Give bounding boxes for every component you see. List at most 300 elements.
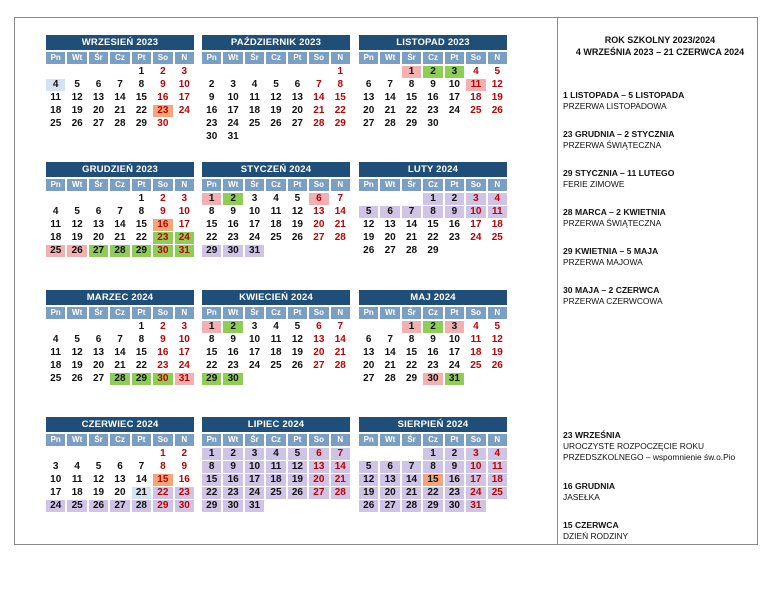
break-item xyxy=(563,285,757,307)
day-cell: 28 xyxy=(110,373,129,385)
weekday-header: Śr xyxy=(402,307,421,319)
day-cell: 5 xyxy=(74,206,80,217)
day-cell: 23 xyxy=(206,118,218,129)
break-label: FERIE ZIMOWE xyxy=(563,179,625,189)
weekday-header: Pt xyxy=(288,179,307,191)
day-cell: 24 xyxy=(178,360,190,371)
day-cell: 3 xyxy=(251,321,258,332)
day-cell: 15 xyxy=(206,347,218,358)
month-title: MAJ 2024 xyxy=(359,290,507,305)
day-cell: 22 xyxy=(135,232,147,243)
break-item xyxy=(563,90,757,112)
day-cell: 28 xyxy=(331,487,350,499)
day-cell: 2 xyxy=(223,448,242,460)
day-cell: 10 xyxy=(448,79,460,90)
day-cell: 17 xyxy=(466,474,485,486)
day-cell: 6 xyxy=(365,79,372,90)
weekday-header: So xyxy=(309,52,328,64)
day-cell: 11 xyxy=(270,334,282,345)
school-year-dates: 4 WRZEŚNIA 2023 – 21 CZERWCA 2024 xyxy=(575,47,745,57)
day-cell: 3 xyxy=(445,321,464,333)
day-cell: 25 xyxy=(67,500,86,512)
day-cell: 10 xyxy=(448,334,460,345)
day-cell: 13 xyxy=(313,206,325,217)
empty-day-cell xyxy=(380,66,399,78)
day-cell: 22 xyxy=(135,105,147,116)
day-cell: 29 xyxy=(202,500,221,512)
day-cell: 3 xyxy=(466,448,485,460)
day-cell: 2 xyxy=(160,321,166,332)
day-cell: 14 xyxy=(334,206,346,217)
day-grid xyxy=(46,321,194,385)
day-cell: 16 xyxy=(445,474,464,486)
day-cell: 12 xyxy=(491,334,503,345)
weekday-header-row xyxy=(359,434,507,446)
empty-day-cell xyxy=(67,448,86,460)
day-cell: 2 xyxy=(223,321,242,333)
day-cell: 20 xyxy=(309,474,328,486)
break-date: 30 MAJA – 2 CZERWCA xyxy=(563,285,660,295)
empty-day-cell xyxy=(67,193,86,205)
day-cell: 25 xyxy=(470,360,482,371)
day-cell: 8 xyxy=(160,461,166,472)
day-cell: 4 xyxy=(473,66,479,77)
day-cell: 17 xyxy=(448,347,460,358)
day-cell: 27 xyxy=(93,118,105,129)
day-cell: 25 xyxy=(249,118,261,129)
day-cell: 3 xyxy=(445,66,464,78)
day-cell: 16 xyxy=(448,219,460,230)
day-cell: 27 xyxy=(309,487,328,499)
weekday-header: Pn xyxy=(202,179,221,191)
day-cell: 1 xyxy=(337,66,344,77)
weekday-header: Pt xyxy=(445,52,464,64)
day-cell: 5 xyxy=(74,79,80,90)
day-cell: 5 xyxy=(494,321,501,332)
day-cell: 8 xyxy=(408,79,415,90)
weekday-header: Wt xyxy=(67,307,86,319)
day-cell: 6 xyxy=(309,448,328,460)
day-grid xyxy=(359,66,507,130)
day-cell: 9 xyxy=(160,206,166,217)
weekday-header-row xyxy=(202,179,350,191)
day-cell: 4 xyxy=(52,334,59,345)
empty-day-cell xyxy=(89,193,108,205)
day-cell: 1 xyxy=(423,193,442,205)
empty-day-cell xyxy=(110,448,129,460)
day-cell: 30 xyxy=(223,500,242,512)
empty-day-cell xyxy=(266,66,285,78)
day-cell: 18 xyxy=(50,232,62,243)
day-cell: 29 xyxy=(202,373,221,385)
day-cell: 17 xyxy=(448,92,460,103)
day-grid xyxy=(359,193,507,257)
day-cell: 30 xyxy=(423,373,442,385)
day-cell: 27 xyxy=(380,500,399,512)
empty-day-cell xyxy=(46,321,65,333)
weekday-header: Pn xyxy=(46,52,65,64)
day-cell: 2 xyxy=(160,66,166,77)
day-cell: 24 xyxy=(448,360,460,371)
day-cell: 14 xyxy=(334,334,346,345)
column-divider xyxy=(557,17,558,545)
empty-day-cell xyxy=(89,321,108,333)
day-cell: 26 xyxy=(363,245,375,256)
day-cell: 14 xyxy=(114,347,126,358)
day-cell: 21 xyxy=(402,487,421,499)
day-cell: 12 xyxy=(71,347,83,358)
day-cell: 25 xyxy=(50,118,62,129)
day-cell: 23 xyxy=(175,487,194,499)
day-cell: 17 xyxy=(245,474,264,486)
day-cell: 3 xyxy=(251,193,258,204)
day-cell: 28 xyxy=(110,245,129,257)
day-cell: 28 xyxy=(406,245,418,256)
day-cell: 4 xyxy=(266,448,285,460)
weekday-header: Śr xyxy=(402,434,421,446)
day-cell: 6 xyxy=(309,193,328,205)
weekday-header: So xyxy=(153,52,172,64)
day-cell: 19 xyxy=(363,232,375,243)
empty-day-cell xyxy=(110,66,129,78)
month-calendar xyxy=(359,162,507,257)
school-year-header xyxy=(563,34,757,58)
event-item xyxy=(563,481,757,503)
day-cell: 11 xyxy=(50,219,61,230)
day-cell: 22 xyxy=(406,360,418,371)
weekday-header: N xyxy=(488,179,507,191)
day-grid xyxy=(46,193,194,257)
day-cell: 21 xyxy=(114,232,126,243)
day-cell: 22 xyxy=(206,232,218,243)
day-cell: 13 xyxy=(291,92,303,103)
day-cell: 3 xyxy=(52,461,59,472)
day-cell: 14 xyxy=(384,347,396,358)
day-cell: 18 xyxy=(249,105,261,116)
day-cell: 21 xyxy=(406,232,418,243)
day-cell: 30 xyxy=(427,118,439,129)
day-cell: 6 xyxy=(117,461,123,472)
month-calendar xyxy=(359,290,507,385)
day-cell: 30 xyxy=(157,118,169,129)
day-cell: 20 xyxy=(313,347,325,358)
weekday-header: So xyxy=(466,434,485,446)
weekday-header: Cz xyxy=(266,52,285,64)
day-cell: 23 xyxy=(227,360,239,371)
month-calendar xyxy=(202,162,350,257)
day-cell: 11 xyxy=(50,347,61,358)
weekday-header: N xyxy=(175,179,194,191)
day-cell: 16 xyxy=(223,474,242,486)
day-cell: 21 xyxy=(331,474,350,486)
day-cell: 29 xyxy=(202,245,221,257)
weekday-header: Śr xyxy=(245,179,264,191)
day-cell: 8 xyxy=(408,334,415,345)
weekday-header-row xyxy=(46,307,194,319)
day-cell: 27 xyxy=(313,232,325,243)
empty-day-cell xyxy=(110,321,129,333)
day-cell: 8 xyxy=(208,334,215,345)
day-cell: 3 xyxy=(181,193,188,204)
day-cell: 15 xyxy=(206,219,218,230)
day-cell: 9 xyxy=(430,334,436,345)
weekday-header: Pn xyxy=(202,434,221,446)
weekday-header: So xyxy=(309,307,328,319)
day-cell: 21 xyxy=(334,347,346,358)
empty-day-cell xyxy=(359,448,378,460)
day-cell: 15 xyxy=(153,474,172,486)
day-cell: 7 xyxy=(337,193,344,204)
day-cell: 23 xyxy=(223,487,242,499)
day-cell: 7 xyxy=(117,79,123,90)
day-cell: 17 xyxy=(178,219,190,230)
month-title: LIPIEC 2024 xyxy=(202,417,350,432)
event-item xyxy=(563,430,757,463)
day-cell: 11 xyxy=(270,206,282,217)
day-cell: 6 xyxy=(294,79,301,90)
day-cell: 2 xyxy=(423,321,442,333)
event-label: UROCZYSTE ROZPOCZĘCIE ROKU xyxy=(563,441,704,451)
day-cell: 6 xyxy=(95,334,102,345)
day-cell: 17 xyxy=(50,487,62,498)
day-cell: 1 xyxy=(160,448,166,459)
weekday-header: Pn xyxy=(46,179,65,191)
empty-day-cell xyxy=(110,193,129,205)
day-cell: 18 xyxy=(470,92,482,103)
day-cell: 13 xyxy=(313,334,325,345)
empty-day-cell xyxy=(46,448,65,460)
day-cell: 20 xyxy=(363,360,375,371)
day-cell: 20 xyxy=(93,105,105,116)
month-calendar xyxy=(46,162,194,257)
day-cell: 25 xyxy=(488,487,507,499)
empty-day-cell xyxy=(46,193,65,205)
day-cell: 5 xyxy=(359,206,378,218)
empty-day-cell xyxy=(89,448,108,460)
empty-day-cell xyxy=(380,448,399,460)
day-cell: 20 xyxy=(384,232,396,243)
weekday-header: Cz xyxy=(266,434,285,446)
day-cell: 8 xyxy=(138,206,145,217)
empty-day-cell xyxy=(359,66,378,78)
weekday-header: Pt xyxy=(288,434,307,446)
day-cell: 7 xyxy=(387,334,393,345)
event-item xyxy=(563,520,757,542)
day-cell: 24 xyxy=(249,232,261,243)
day-cell: 16 xyxy=(427,92,439,103)
weekday-header: Wt xyxy=(223,179,242,191)
day-cell: 24 xyxy=(227,118,239,129)
day-cell: 14 xyxy=(331,461,350,473)
month-title: LUTY 2024 xyxy=(359,162,507,177)
day-cell: 9 xyxy=(430,79,436,90)
event-date: 15 CZERWCA xyxy=(563,520,619,530)
weekday-header: Cz xyxy=(266,179,285,191)
day-cell: 10 xyxy=(249,334,261,345)
day-cell: 28 xyxy=(402,500,421,512)
month-title: PAŹDZIERNIK 2023 xyxy=(202,35,350,50)
day-cell: 4 xyxy=(273,321,279,332)
day-cell: 29 xyxy=(423,500,442,512)
day-cell: 8 xyxy=(423,461,442,473)
day-cell: 7 xyxy=(331,448,350,460)
day-cell: 22 xyxy=(202,487,221,499)
day-cell: 10 xyxy=(245,461,264,473)
weekday-header: Wt xyxy=(223,434,242,446)
day-cell: 27 xyxy=(384,245,396,256)
day-cell: 1 xyxy=(138,193,145,204)
day-cell: 10 xyxy=(50,474,62,485)
day-cell: 6 xyxy=(95,79,102,90)
weekday-header: Śr xyxy=(89,434,108,446)
day-cell: 2 xyxy=(160,193,166,204)
day-cell: 1 xyxy=(138,66,145,77)
break-item xyxy=(563,246,757,268)
day-grid xyxy=(359,321,507,385)
weekday-header: Pt xyxy=(132,434,151,446)
month-calendar xyxy=(202,417,350,512)
weekday-header: Pt xyxy=(445,307,464,319)
day-cell: 26 xyxy=(288,487,307,499)
day-cell: 29 xyxy=(132,245,151,257)
day-cell: 15 xyxy=(135,92,147,103)
weekday-header: Cz xyxy=(110,52,129,64)
weekday-header-row xyxy=(202,307,350,319)
day-cell: 18 xyxy=(488,474,507,486)
day-cell: 14 xyxy=(135,474,147,485)
day-cell: 22 xyxy=(206,360,218,371)
day-cell: 18 xyxy=(266,474,285,486)
day-cell: 31 xyxy=(466,500,485,512)
day-cell: 21 xyxy=(384,360,396,371)
day-cell: 22 xyxy=(153,487,172,499)
day-cell: 20 xyxy=(114,487,126,498)
day-cell: 11 xyxy=(266,461,285,473)
day-cell: 19 xyxy=(291,219,303,230)
month-calendar xyxy=(359,417,507,512)
day-cell: 13 xyxy=(380,474,399,486)
day-cell: 16 xyxy=(227,347,239,358)
day-cell: 31 xyxy=(175,245,194,257)
day-cell: 1 xyxy=(402,321,421,333)
weekday-header: Wt xyxy=(380,52,399,64)
day-cell: 24 xyxy=(249,360,261,371)
day-cell: 28 xyxy=(334,360,346,371)
day-cell: 19 xyxy=(71,105,83,116)
weekday-header: Cz xyxy=(266,307,285,319)
day-cell: 12 xyxy=(363,219,375,230)
day-cell: 31 xyxy=(175,373,194,385)
weekday-header: N xyxy=(331,179,350,191)
day-cell: 22 xyxy=(334,105,346,116)
day-cell: 8 xyxy=(202,461,221,473)
day-cell: 14 xyxy=(384,92,396,103)
day-cell: 30 xyxy=(223,245,242,257)
day-cell: 5 xyxy=(359,461,378,473)
day-cell: 4 xyxy=(488,448,507,460)
day-cell: 16 xyxy=(206,105,218,116)
day-cell: 1 xyxy=(138,321,145,332)
day-cell: 5 xyxy=(294,321,301,332)
month-title: GRUDZIEŃ 2023 xyxy=(46,162,194,177)
day-cell: 9 xyxy=(230,334,236,345)
weekday-header: Cz xyxy=(423,307,442,319)
day-cell: 2 xyxy=(223,193,242,205)
day-cell: 15 xyxy=(406,347,418,358)
weekday-header: Pn xyxy=(359,434,378,446)
day-cell: 10 xyxy=(466,461,485,473)
day-cell: 2 xyxy=(181,448,188,459)
day-cell: 30 xyxy=(223,373,242,385)
weekday-header: Cz xyxy=(110,179,129,191)
day-cell: 2 xyxy=(208,79,215,90)
day-cell: 16 xyxy=(178,474,190,485)
day-cell: 30 xyxy=(153,373,172,385)
empty-day-cell xyxy=(359,321,378,333)
month-title: KWIECIEŃ 2024 xyxy=(202,290,350,305)
day-cell: 10 xyxy=(178,206,190,217)
weekday-header: Cz xyxy=(423,179,442,191)
day-cell: 14 xyxy=(402,474,421,486)
weekday-header: Pn xyxy=(359,307,378,319)
day-cell: 15 xyxy=(427,219,439,230)
empty-day-cell xyxy=(288,66,307,78)
day-cell: 6 xyxy=(380,206,399,218)
break-date: 1 LISTOPADA – 5 LISTOPADA xyxy=(563,90,685,100)
day-cell: 27 xyxy=(363,373,375,384)
day-cell: 9 xyxy=(230,206,236,217)
day-cell: 7 xyxy=(402,461,421,473)
day-cell: 1 xyxy=(202,448,221,460)
weekday-header: Wt xyxy=(380,179,399,191)
day-cell: 28 xyxy=(334,232,346,243)
day-cell: 31 xyxy=(245,245,264,257)
month-calendar xyxy=(46,290,194,385)
day-cell: 29 xyxy=(135,118,147,129)
day-cell: 26 xyxy=(491,105,503,116)
day-cell: 20 xyxy=(363,105,375,116)
day-cell: 26 xyxy=(270,118,282,129)
day-cell: 9 xyxy=(160,79,166,90)
day-cell: 26 xyxy=(291,232,303,243)
day-cell: 22 xyxy=(406,105,418,116)
day-cell: 29 xyxy=(153,500,172,512)
day-cell: 28 xyxy=(313,118,325,129)
break-label: PRZERWA ŚWIĄTECZNA xyxy=(563,140,662,150)
weekday-header: N xyxy=(331,52,350,64)
weekday-header: Śr xyxy=(89,52,108,64)
day-cell: 11 xyxy=(466,79,485,91)
day-cell: 21 xyxy=(313,105,325,116)
break-label: PRZERWA CZERWCOWA xyxy=(563,296,663,306)
day-cell: 2 xyxy=(445,448,464,460)
day-cell: 24 xyxy=(46,500,65,512)
day-cell: 17 xyxy=(227,105,239,116)
day-cell: 28 xyxy=(384,373,396,384)
day-cell: 9 xyxy=(181,461,188,472)
weekday-header-row xyxy=(46,179,194,191)
day-cell: 10 xyxy=(466,206,485,218)
day-cell: 26 xyxy=(291,360,303,371)
day-cell: 9 xyxy=(223,461,242,473)
weekday-header: Pt xyxy=(132,179,151,191)
day-cell: 30 xyxy=(153,245,172,257)
day-cell: 8 xyxy=(337,79,344,90)
weekday-header: So xyxy=(153,434,172,446)
month-calendar xyxy=(46,35,194,130)
day-cell: 2 xyxy=(423,66,442,78)
weekday-header: N xyxy=(488,307,507,319)
